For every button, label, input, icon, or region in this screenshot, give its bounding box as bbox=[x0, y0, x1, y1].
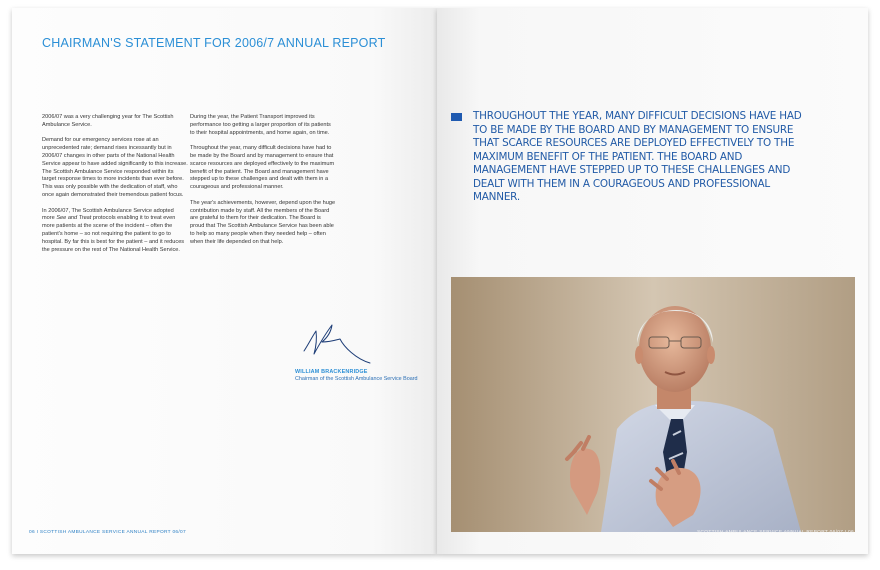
paragraph: Demand for our emergency services rose at an unprecedented rate; demand rises incessantly but in 2006/07 changes in other parts of the National Health Service appear to have added significantly to this increase. The Scottish Ambulance Service responded within its target response times to more incidents than ever before. This was only possible with the dedication of staff, who once again demonstrated their tremendous patient focus. bbox=[42, 137, 188, 198]
page-footer-right: SCOTTISH AMBULANCE SERVICE ANNUAL REPORT 06/07 I 06 bbox=[697, 530, 854, 535]
portrait-illustration bbox=[451, 277, 855, 532]
paragraph: During the year, the Patient Transport improved its performance too getting a larger proportion of its patients to their hospital appointments, and home again, on time. bbox=[190, 114, 331, 136]
paragraph-text: protocols enabling it to treat even more patients at the scene of the incident – often the patient's home – so not requiring the patient to go to hospital. By far this is best for the patient – and it reduces the pressure on the rest of The National Health Service. bbox=[42, 215, 185, 253]
emphasis-text: See and Treat bbox=[56, 215, 92, 222]
report-spread bbox=[12, 8, 868, 554]
text-column-2 bbox=[190, 114, 336, 254]
paragraph: The year's achievements, however, depend upon the huge contribution made by staff. All the members of the Board are grateful to them for their dedication. The Board is proud that The Scottish Ambulance Service has been able to help so many people when they needed help – often when their life depended on that help. bbox=[190, 199, 336, 245]
paragraph: 2006/07 was a very challenging year for The Scottish Ambulance Service. bbox=[42, 114, 174, 128]
right-page bbox=[437, 8, 868, 554]
signature bbox=[294, 321, 372, 367]
paragraph-text: In 2006/07, The Scottish Ambulance Service adopted more bbox=[42, 207, 174, 222]
paragraph: Throughout the year, many difficult decisions have had to be made by the Board and by management to ensure that scarce resources are deployed effectively to the maximum benefit of the patient. The Board and management have stepped up to these challenges and dealt with them in a courageous and professional manner. bbox=[190, 145, 335, 191]
pull-quote: THROUGHOUT THE YEAR, MANY DIFFICULT DECISIONS HAVE HAD TO BE MADE BY THE BOARD AND BY MANAGEMENT TO ENSURE THAT SCARCE RESOURCES ARE DEPLOYED EFFECTIVELY TO THE MAXIMUM BENEFIT OF THE PATIENT. THE BOARD AND MANAGEMENT HAVE STEPPED UP TO THESE CHALLENGES AND DEALT WITH THEM IN A COURAGEOUS AND PROFESSIONAL MANNER. bbox=[473, 110, 802, 203]
quote-marker bbox=[451, 113, 462, 121]
page-footer-left: 06 I SCOTTISH AMBULANCE SERVICE ANNUAL REPORT 06/07 bbox=[29, 530, 186, 535]
left-page bbox=[12, 8, 437, 554]
page-title: CHAIRMAN'S STATEMENT FOR 2006/7 ANNUAL REPORT bbox=[42, 36, 386, 50]
signatory-block bbox=[295, 369, 418, 383]
text-column-1 bbox=[42, 114, 188, 262]
signatory-name: WILLIAM BRACKENRIDGE bbox=[295, 369, 368, 375]
paragraph bbox=[42, 208, 188, 255]
signatory-role: Chairman of the Scottish Ambulance Service Board bbox=[295, 376, 418, 382]
chairman-photo bbox=[451, 277, 855, 532]
